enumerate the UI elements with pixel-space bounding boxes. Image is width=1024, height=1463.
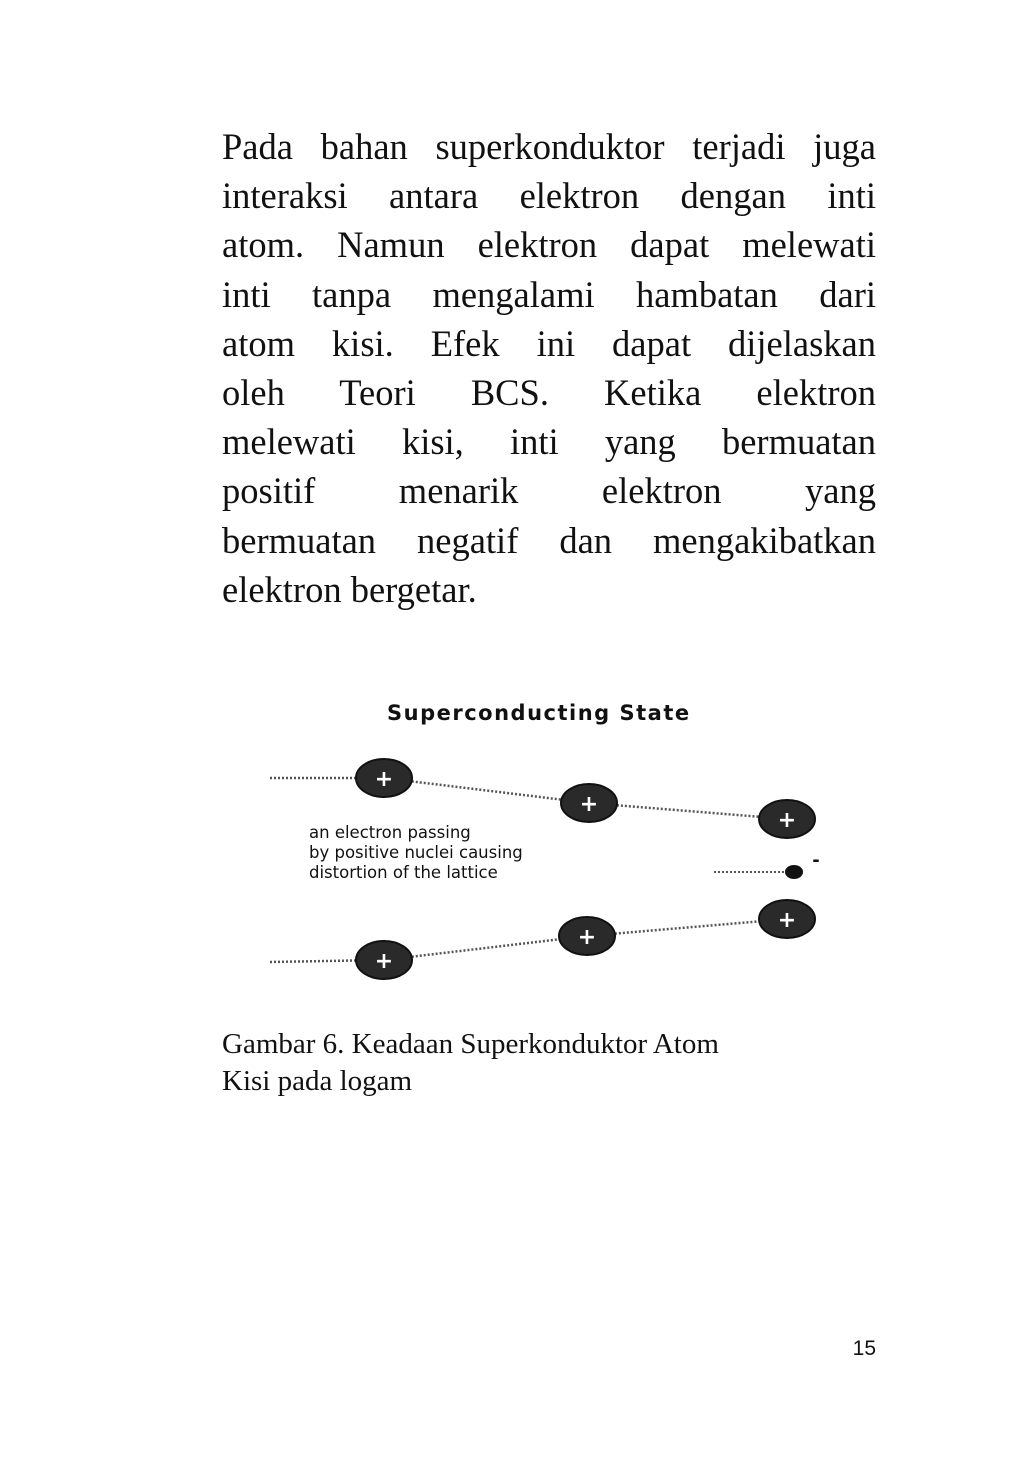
paragraph-line: Pada bahan superkonduktor terjadi juga bbox=[222, 126, 876, 167]
paragraph-line: oleh Teori BCS. Ketika elektron bbox=[222, 371, 876, 413]
paragraph-line: melewati kisi, inti yang bermuatan bbox=[222, 421, 876, 463]
positive-nucleus bbox=[561, 784, 617, 822]
nucleus-plus-sign: + bbox=[579, 792, 599, 817]
lower-lattice-line bbox=[587, 919, 787, 936]
paragraph-line: inti tanpa mengalami hambatan dari bbox=[222, 273, 876, 315]
nucleus-plus-sign: + bbox=[577, 925, 597, 950]
annotation-line: distortion of the lattice bbox=[309, 863, 498, 882]
caption-line: Gambar 6. Keadaan Superkonduktor Atom bbox=[222, 1028, 719, 1060]
positive-nucleus bbox=[759, 800, 815, 838]
positive-nucleus bbox=[559, 917, 615, 955]
electron bbox=[785, 865, 803, 879]
annotation-line: by positive nuclei causing bbox=[309, 843, 523, 862]
lower-lattice-line bbox=[384, 936, 587, 960]
lattice-diagram bbox=[262, 690, 832, 990]
paragraph-line: elektron bergetar. bbox=[222, 568, 477, 610]
positive-nucleus bbox=[759, 900, 815, 938]
positive-nucleus bbox=[356, 759, 412, 797]
nucleus-plus-sign: + bbox=[777, 808, 797, 833]
figure-annotation bbox=[309, 823, 528, 882]
figure-caption bbox=[222, 1026, 862, 1100]
upper-lattice-line bbox=[589, 803, 787, 819]
body-paragraph bbox=[222, 122, 876, 614]
upper-lattice-line bbox=[384, 778, 589, 803]
superconducting-state-figure bbox=[262, 690, 832, 990]
paragraph-line: atom kisi. Efek ini dapat dijelaskan bbox=[222, 322, 876, 364]
paragraph-line: interaksi antara elektron dengan inti bbox=[222, 175, 876, 217]
annotation-line: an electron passing bbox=[309, 823, 471, 842]
paragraph-line: atom. Namun elektron dapat melewati bbox=[222, 224, 876, 266]
nucleus-plus-sign: + bbox=[374, 767, 394, 792]
positive-nucleus bbox=[356, 941, 412, 979]
paragraph-line: bermuatan negatif dan mengakibatkan bbox=[222, 519, 876, 561]
nucleus-plus-sign: + bbox=[777, 908, 797, 933]
nucleus-plus-sign: + bbox=[374, 949, 394, 974]
caption-line: Kisi pada logam bbox=[222, 1065, 413, 1097]
figure-title: Superconducting State bbox=[387, 701, 691, 725]
page-number: 15 bbox=[852, 1337, 876, 1360]
electron-minus-sign: - bbox=[812, 850, 820, 871]
paragraph-line: positif menarik elektron yang bbox=[222, 470, 876, 512]
